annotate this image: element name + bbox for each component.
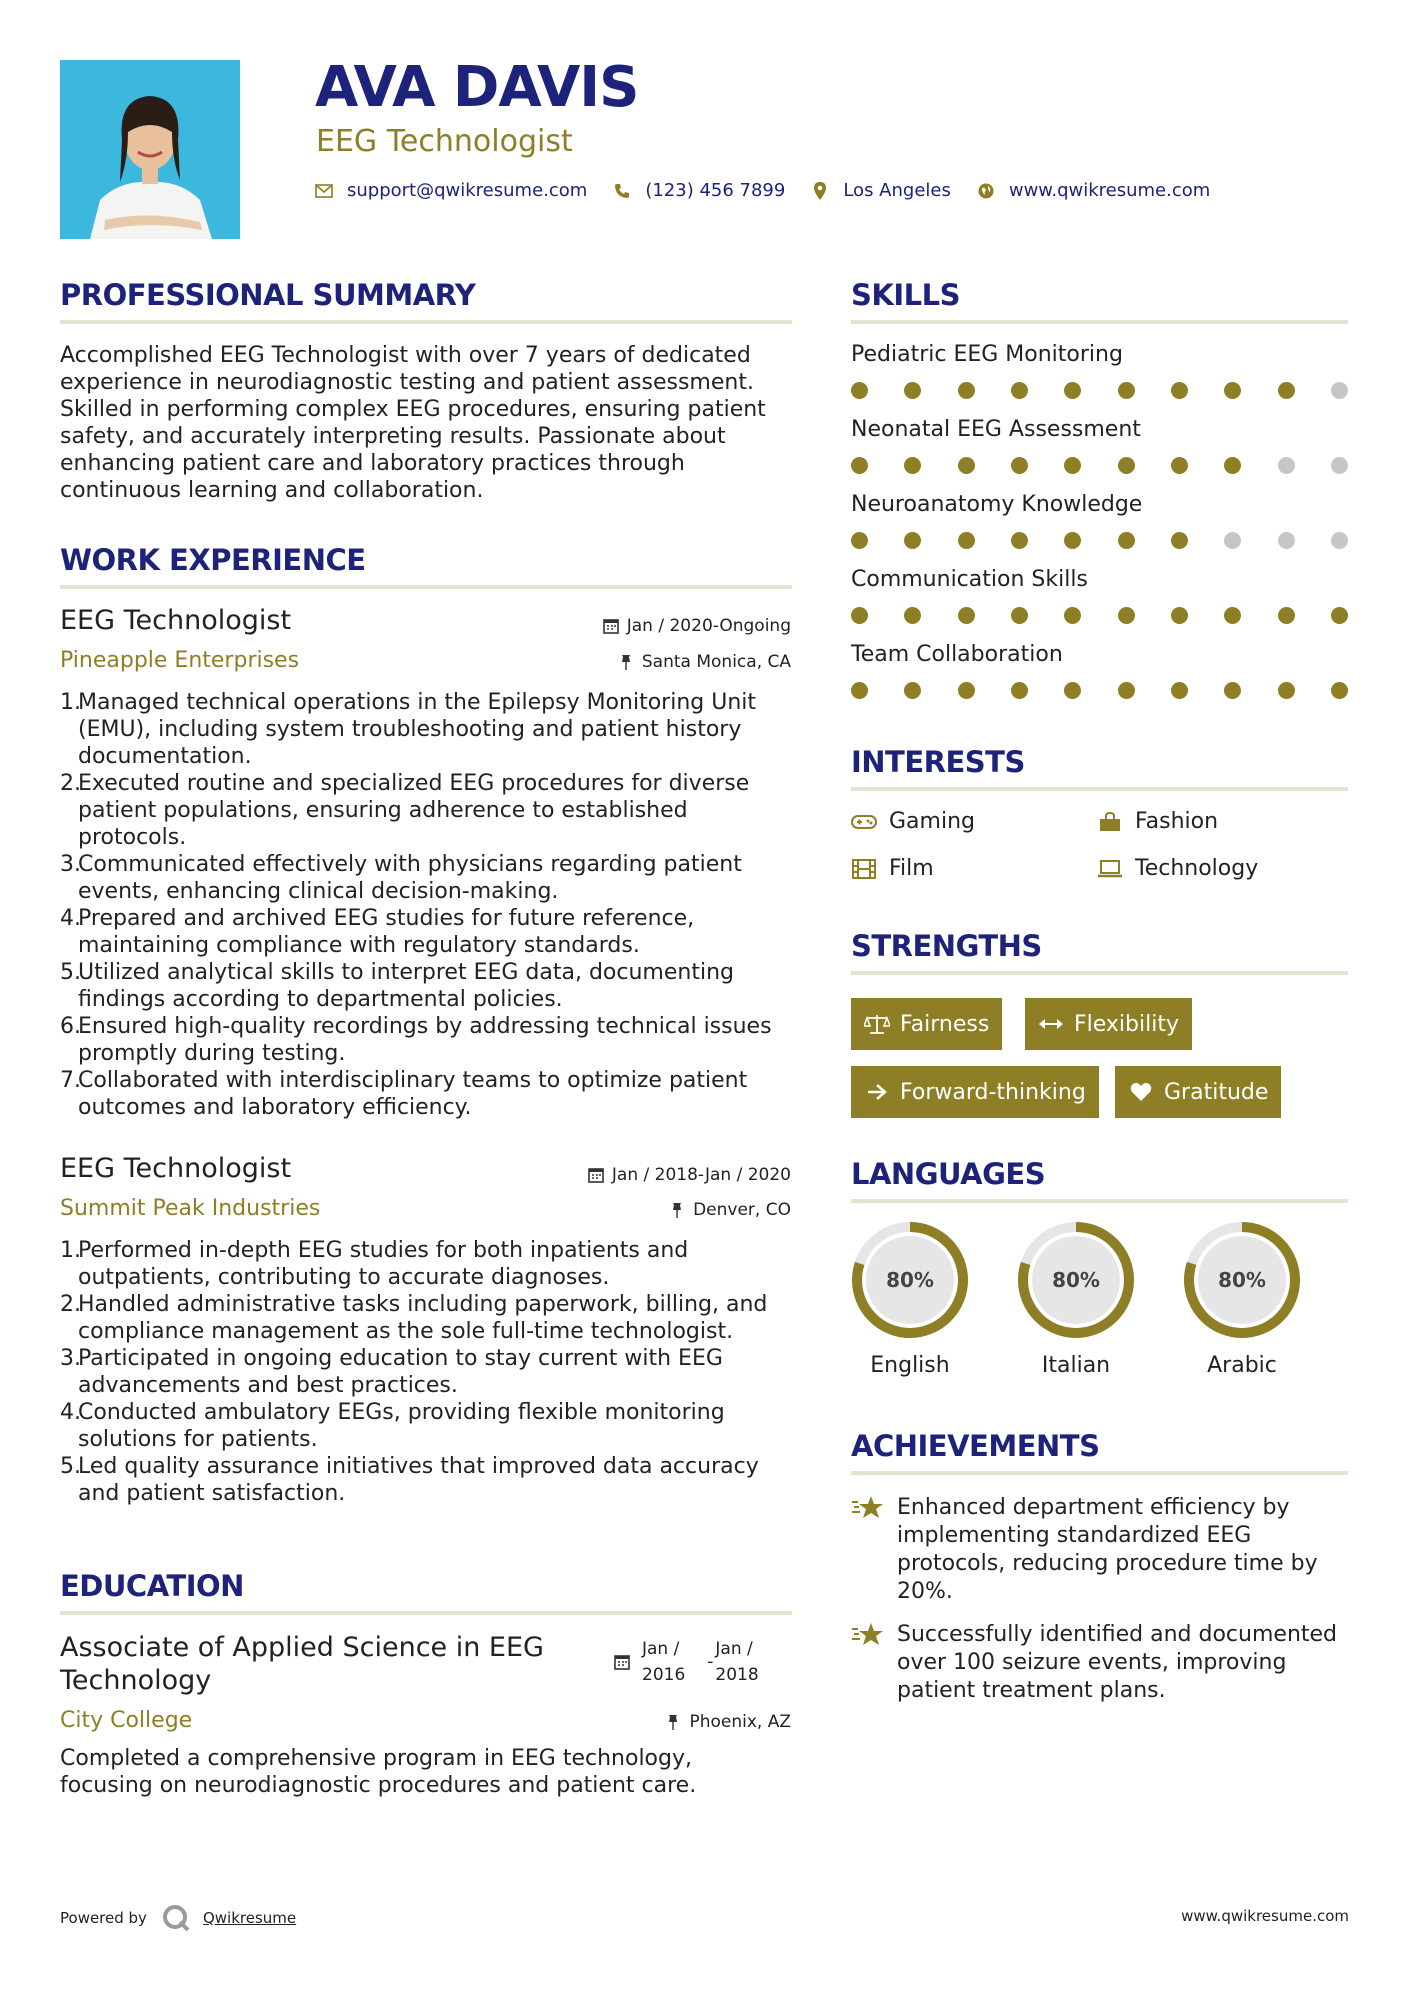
rating-dot-filled	[1011, 682, 1028, 699]
interest-label: Film	[889, 856, 934, 881]
rating-dot-filled	[904, 607, 921, 624]
rating-dot-empty	[1278, 532, 1295, 549]
list-item: Performed in-depth EEG studies for both inpatients and outpatients, contributing to accurate diagnoses.	[78, 1238, 689, 1290]
rating-dot-filled	[1064, 682, 1081, 699]
language-item	[1015, 1219, 1137, 1378]
job-location-text: Santa Monica, CA	[641, 652, 791, 672]
rating-dot-filled	[1064, 607, 1081, 624]
job-company: Summit Peak Industries	[60, 1196, 321, 1221]
language-percent: 80%	[1052, 1268, 1100, 1292]
achievement-item	[851, 1494, 1351, 1606]
laptop-icon	[1097, 859, 1123, 879]
calendar-icon	[588, 1167, 604, 1183]
contact-bar	[315, 180, 1236, 201]
job-title: EEG Technologist	[60, 1153, 292, 1184]
powered-by-label: Powered by	[60, 1909, 147, 1927]
rating-dot-empty	[1331, 382, 1348, 399]
rating-dot-filled	[958, 607, 975, 624]
job-dates	[603, 616, 791, 636]
rating-dot-filled	[1011, 532, 1028, 549]
star-badge-icon	[851, 1494, 885, 1522]
strength-tag	[851, 1066, 1099, 1118]
list-item: Ensured high-quality recordings by addressing technical issues promptly during testing.	[78, 1014, 772, 1066]
rating-dot-filled	[851, 457, 868, 474]
rating-dot-filled	[851, 382, 868, 399]
rating-dot-filled	[851, 532, 868, 549]
rating-dot-filled	[1224, 682, 1241, 699]
skill-rating	[851, 682, 1348, 699]
rating-dot-filled	[851, 607, 868, 624]
strengths-divider	[851, 971, 1348, 975]
skill-rating	[851, 457, 1348, 474]
degree-line: Technology	[60, 1665, 212, 1696]
interest-item	[851, 856, 934, 881]
rating-dot-filled	[958, 532, 975, 549]
rating-dot-filled	[1224, 607, 1241, 624]
rating-dot-filled	[904, 532, 921, 549]
degree-line: Associate of Applied Science in EEG	[60, 1632, 544, 1663]
degree-title	[60, 1631, 580, 1697]
interest-item	[1097, 856, 1258, 881]
job-duties-list	[60, 689, 800, 1121]
rating-dot-filled	[1011, 382, 1028, 399]
calendar-icon	[614, 1654, 630, 1670]
strength-label: Fairness	[900, 1011, 990, 1037]
pushpin-icon	[618, 654, 634, 670]
education-heading: EDUCATION	[60, 1569, 244, 1603]
education-location-text: Phoenix, AZ	[689, 1712, 791, 1732]
strength-tag	[851, 998, 1002, 1050]
experience-heading: WORK EXPERIENCE	[60, 543, 366, 577]
education-end-year: 2018	[715, 1665, 759, 1685]
rating-dot-empty	[1331, 457, 1348, 474]
envelope-icon	[315, 182, 333, 200]
education-divider	[60, 1611, 792, 1615]
achievement-text: Successfully identified and documented over 100 seizure events, improving patient treatment plans.	[897, 1622, 1338, 1703]
map-marker-icon	[811, 182, 829, 200]
language-name: English	[870, 1353, 950, 1378]
summary-text: Accomplished EEG Technologist with over 7 years of dedicated experience in neurodiagnostic testing and patient assessment. Skilled in performing complex EEG procedures, ensuring patient safety, and accurately interpreting results. Passionate about enhancing patient care and laboratory practices through continuous learning and collaboration.	[60, 343, 766, 503]
language-item	[849, 1219, 971, 1378]
interest-item	[1097, 809, 1218, 834]
contact-website[interactable]	[977, 180, 1210, 201]
language-item	[1181, 1219, 1303, 1378]
interest-label: Technology	[1135, 856, 1259, 881]
skill-rating	[851, 532, 1348, 549]
arrows-horizontal-icon	[1038, 1013, 1064, 1035]
education-end-month: Jan /	[715, 1639, 753, 1659]
skill-rating	[851, 607, 1348, 624]
skill-rating	[851, 382, 1348, 399]
profile-photo	[60, 60, 240, 239]
summary-heading: PROFESSIONAL SUMMARY	[60, 278, 476, 312]
rating-dot-filled	[1118, 682, 1135, 699]
website-text: www.qwikresume.com	[1008, 180, 1211, 201]
education-description: Completed a comprehensive program in EEG technology, focusing on neurodiagnostic procedures and patient care.	[60, 1746, 697, 1798]
star-badge-icon	[851, 1621, 885, 1649]
rating-dot-filled	[1118, 532, 1135, 549]
interests-heading: INTERESTS	[851, 745, 1025, 779]
job-location-text: Denver, CO	[693, 1200, 791, 1220]
contact-email[interactable]	[315, 180, 587, 201]
heart-icon	[1128, 1081, 1154, 1103]
school-name: City College	[60, 1708, 193, 1733]
film-icon	[851, 859, 877, 879]
job-title: EEG Technologist	[60, 605, 292, 636]
interest-label: Gaming	[889, 809, 975, 834]
balance-scale-icon	[864, 1013, 890, 1035]
qwikresume-link[interactable]: Qwikresume	[202, 1909, 297, 1927]
interest-label: Fashion	[1135, 809, 1219, 834]
language-name: Arabic	[1207, 1353, 1277, 1378]
rating-dot-empty	[1278, 457, 1295, 474]
rating-dot-filled	[1331, 682, 1348, 699]
experience-divider	[60, 585, 792, 589]
list-item: Participated in ongoing education to stay current with EEG advancements and best practices.	[78, 1346, 723, 1398]
arrow-right-icon	[864, 1081, 890, 1103]
education-start-year: 2016	[642, 1665, 686, 1685]
rating-dot-filled	[1011, 607, 1028, 624]
rating-dot-filled	[1064, 532, 1081, 549]
list-item: Communicated effectively with physicians regarding patient events, enhancing clinical decision-making.	[78, 852, 742, 904]
job-location	[669, 1200, 791, 1220]
languages-heading: LANGUAGES	[851, 1157, 1046, 1191]
skill-name: Communication Skills	[851, 567, 1088, 592]
gamepad-icon	[851, 812, 877, 832]
skill-name: Team Collaboration	[851, 642, 1063, 667]
language-percent: 80%	[886, 1268, 934, 1292]
list-item: Handled administrative tasks including paperwork, billing, and compliance management as the sole full-time technologist.	[78, 1292, 768, 1344]
email-text: support@qwikresume.com	[347, 180, 588, 201]
rating-dot-filled	[1224, 457, 1241, 474]
rating-dot-filled	[904, 382, 921, 399]
job-company: Pineapple Enterprises	[60, 648, 300, 673]
rating-dot-filled	[1171, 532, 1188, 549]
contact-phone[interactable]	[613, 180, 785, 201]
shopping-bag-icon	[1097, 812, 1123, 832]
list-item: Prepared and archived EEG studies for future reference, maintaining compliance with regulatory standards.	[78, 906, 695, 958]
strength-tag	[1115, 1066, 1281, 1118]
rating-dot-filled	[904, 682, 921, 699]
list-item: Led quality assurance initiatives that improved data accuracy and patient satisfaction.	[78, 1454, 759, 1506]
job-location	[618, 652, 791, 672]
education-date-separator: -	[707, 1652, 714, 1672]
rating-dot-filled	[1064, 457, 1081, 474]
rating-dot-filled	[1064, 382, 1081, 399]
job-dates-text: Jan / 2018-Jan / 2020	[611, 1165, 791, 1185]
education-start-month: Jan /	[642, 1639, 680, 1659]
contact-location	[811, 180, 951, 201]
rating-dot-filled	[1278, 682, 1295, 699]
achievement-text: Enhanced department efficiency by implementing standardized EEG protocols, reducing procedure time by 20%.	[897, 1495, 1318, 1604]
phone-icon	[613, 182, 631, 200]
rating-dot-filled	[1171, 607, 1188, 624]
rating-dot-filled	[1118, 457, 1135, 474]
rating-dot-filled	[1011, 457, 1028, 474]
rating-dot-filled	[1278, 382, 1295, 399]
achievements-heading: ACHIEVEMENTS	[851, 1429, 1100, 1463]
education-start	[642, 1636, 685, 1688]
strength-label: Gratitude	[1164, 1079, 1269, 1105]
skill-name: Neuroanatomy Knowledge	[851, 492, 1143, 517]
candidate-name: AVA DAVIS	[315, 55, 639, 120]
list-item: Executed routine and specialized EEG procedures for diverse patient populations, ensuring adherence to established protocols.	[78, 771, 750, 850]
education-location	[665, 1712, 791, 1732]
rating-dot-filled	[1331, 607, 1348, 624]
phone-text: (123) 456 7899	[645, 180, 786, 201]
list-item: Utilized analytical skills to interpret EEG data, documenting findings according to departmental policies.	[78, 960, 734, 1012]
rating-dot-filled	[1171, 457, 1188, 474]
strength-label: Forward-thinking	[900, 1079, 1086, 1105]
skills-heading: SKILLS	[851, 278, 960, 312]
skill-name: Pediatric EEG Monitoring	[851, 342, 1123, 367]
languages-divider	[851, 1199, 1348, 1203]
strength-label: Flexibility	[1074, 1011, 1179, 1037]
strength-tag	[1025, 998, 1192, 1050]
list-item: Managed technical operations in the Epilepsy Monitoring Unit (EMU), including system troubleshooting and patient history documentation.	[78, 690, 757, 769]
interest-item	[851, 809, 975, 834]
summary-divider	[60, 320, 792, 324]
rating-dot-filled	[1171, 382, 1188, 399]
interests-divider	[851, 787, 1348, 791]
qwikresume-logo-icon	[161, 1903, 191, 1933]
rating-dot-empty	[1224, 532, 1241, 549]
rating-dot-filled	[851, 682, 868, 699]
rating-dot-empty	[1331, 532, 1348, 549]
job-dates	[588, 1165, 791, 1185]
education-end	[715, 1636, 758, 1688]
achievement-item	[851, 1621, 1351, 1705]
language-name: Italian	[1041, 1353, 1111, 1378]
list-item: Collaborated with interdisciplinary teams to optimize patient outcomes and laboratory efficiency.	[78, 1068, 748, 1120]
rating-dot-filled	[958, 457, 975, 474]
rating-dot-filled	[904, 457, 921, 474]
strengths-heading: STRENGTHS	[851, 929, 1042, 963]
footer-powered-by	[60, 1903, 296, 1933]
rating-dot-filled	[1118, 382, 1135, 399]
pushpin-icon	[669, 1202, 685, 1218]
job-duties-list	[60, 1237, 800, 1507]
rating-dot-filled	[958, 382, 975, 399]
pushpin-icon	[665, 1714, 681, 1730]
calendar-icon	[603, 618, 619, 634]
location-text: Los Angeles	[843, 180, 951, 201]
candidate-role: EEG Technologist	[316, 124, 573, 159]
skill-name: Neonatal EEG Assessment	[851, 417, 1141, 442]
achievements-divider	[851, 1471, 1348, 1475]
rating-dot-filled	[1118, 607, 1135, 624]
rating-dot-filled	[1224, 382, 1241, 399]
skills-divider	[851, 320, 1348, 324]
education-dates	[614, 1636, 759, 1688]
globe-icon	[977, 182, 995, 200]
rating-dot-filled	[1171, 682, 1188, 699]
language-percent: 80%	[1218, 1268, 1266, 1292]
footer-website[interactable]: www.qwikresume.com	[1181, 1907, 1349, 1925]
job-dates-text: Jan / 2020-Ongoing	[626, 616, 791, 636]
list-item: Conducted ambulatory EEGs, providing flexible monitoring solutions for patients.	[78, 1400, 725, 1452]
rating-dot-filled	[958, 682, 975, 699]
rating-dot-filled	[1278, 607, 1295, 624]
